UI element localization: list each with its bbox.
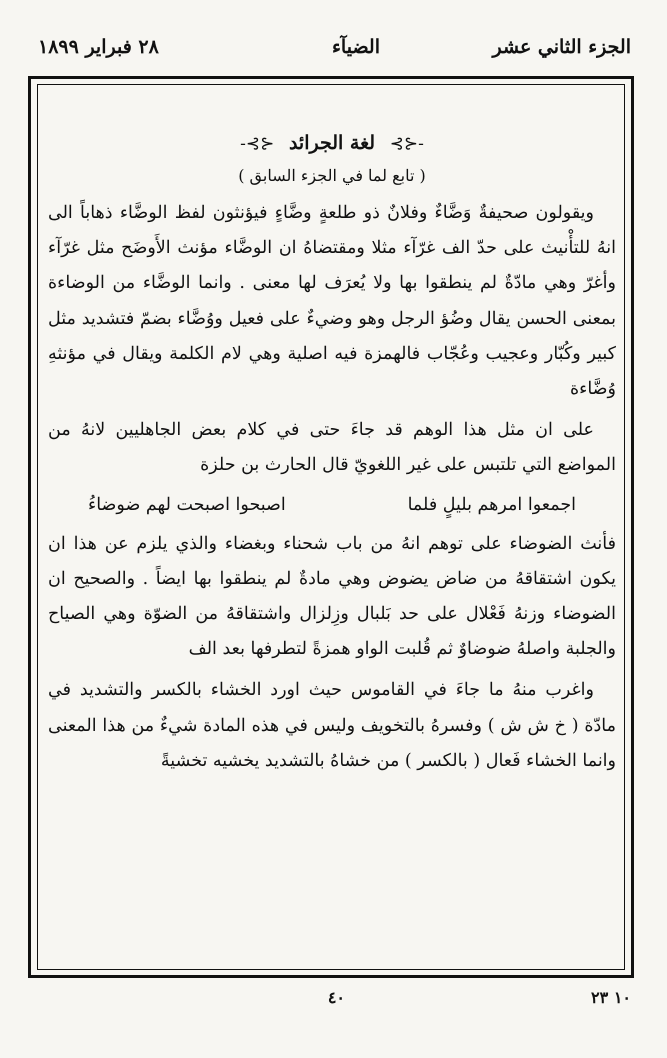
paragraph: واغرب منهُ ما جاءَ في القاموس حيث اورد الخشاء بالكسر والتشديد في مادّة ( خ ش ش ) وفسرهُ بالتخويف وليس في هذه المادة شيءٌ من هذا المعنى وانما الخشاء فَعال ( بالكسر ) من خشاهُ بالتشديد يخشيه تخشيةً [48,680,616,771]
title-ornament-left: ⊰⊱- [240,134,275,154]
journal-title: الضيآء [331,36,380,58]
page-header [30,32,635,72]
article-title [48,126,616,160]
section-label: الجزء الثاني عشر [492,36,631,58]
verse-second-hemistich: اصبحوا اصبحت لهم ضوضاءُ [88,494,286,515]
sheet-number: ١٠ ٢٣ [591,988,631,1007]
verse-first-hemistich: اجمعوا امرهم بليلٍ فلما [407,494,576,515]
title-ornament-right: -⊰⊱ [389,134,424,154]
paragraph: على ان مثل هذا الوهم قد جاءَ حتى في كلام بعض الجاهليين لانهُ من المواضع التي تلتبس على غير اللغويّ قال الحارث بن حلزة [48,420,616,476]
article-subtitle: ( تابع لما في الجزء السابق ) [238,166,426,185]
page-number: ٤٠ [327,988,345,1007]
article-title-text: لغة الجرائد [288,132,376,154]
poetry-verse [48,488,616,523]
issue-date: ٢٨ فبراير ١٨٩٩ [38,36,159,58]
paragraph: فأنث الضوضاء على توهم انهُ من باب شحناء وبغضاء والذي يلزم عن هذا ان يكون اشتقاقهُ من ضاض يضوض وهي مادةٌ لم ينطقوا بها ايضاً . والصحيح ان الضوضاء وزنهُ فَعْلال على حد بَلبال وزِلزال واشتقاقهُ من الضوّة وهي الصياح والجلبة واصلهُ ضوضاوٌ ثم قُلبت الواو همزةً لتطرفها بعد الف [48,533,616,660]
article-body [48,120,616,970]
page-footer [30,982,635,1022]
paragraph: ويقولون صحيفةٌ وَضَّاءٌ وفلانٌ ذو طلعةٍ وضَّاءٍ فيؤنثون لفظ الوضَّاء ذهاباً الى انهُ للتأْنيث على حدّ الف غرّآء مثلا ومقتضاهُ ان الوضَّاء مؤنث الأَوضَح مثل غرّآء وأغرّ وهي مادّةٌ لم ينطقوا بها ولا يُعرَف لها معنى . وانما الوضَّاء من الوضاءة بمعنى الحسن يقال وضُؤ الرجل وهو وضيءٌ على فعيل ووُضَّاء بضمّ فتشديد مثل كبير وكُبّار وعجيب وعُجّاب فالهمزة فيه اصلية وهي لام الكلمة ويقال في مؤنثهِ وُضَّاءة [48,203,616,400]
